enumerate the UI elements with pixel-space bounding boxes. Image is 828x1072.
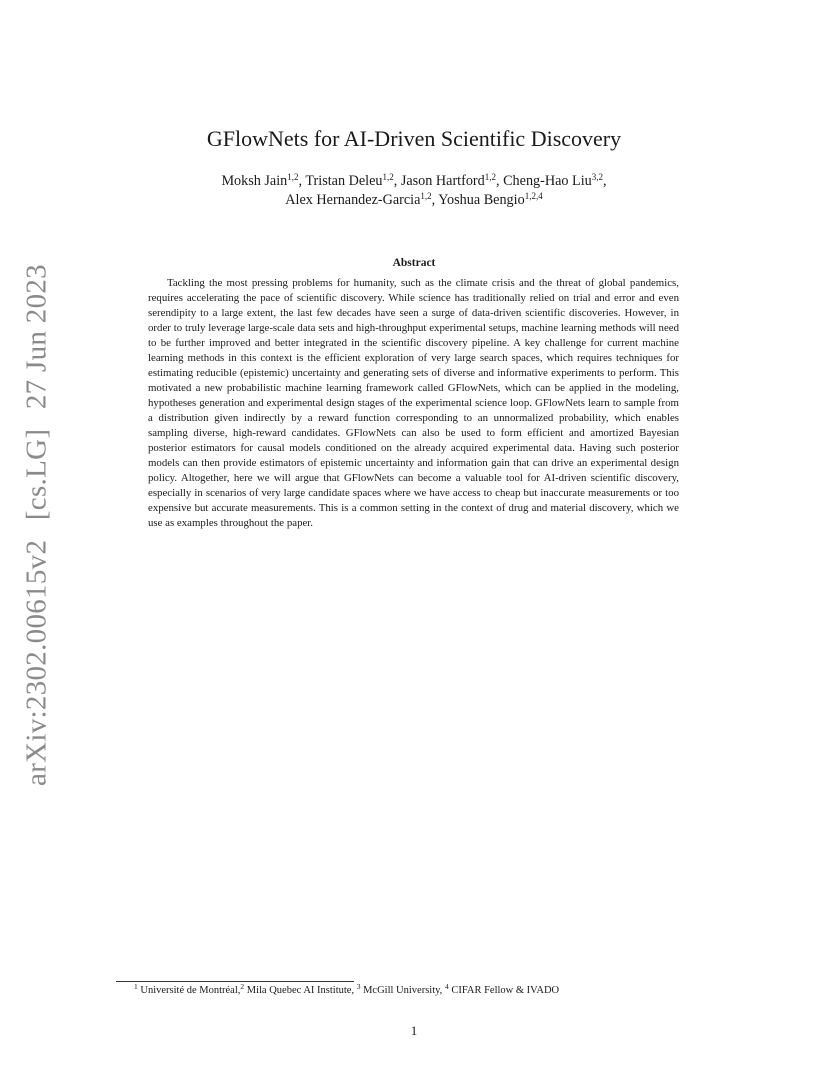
footnote-mark: 2 <box>240 982 245 991</box>
author <box>305 173 400 189</box>
author-line-1 <box>0 172 828 191</box>
author-affiliation: 1,2,4 <box>524 191 543 201</box>
footnote-mark: 4 <box>444 982 449 991</box>
author-name: Moksh Jain <box>221 173 288 189</box>
author <box>285 192 438 208</box>
author <box>401 173 503 189</box>
affiliations-footnote <box>134 984 559 998</box>
abstract-body: Tackling the most pressing problems for humanity, such as the climate crisis and the threat of global pandemics, requires accelerating the pace of scientific discovery. While science has traditionally relied on trial and error and even serendipity to a large extent, the last few decades have seen a surge of data-driven scientific discoveries. However, in order to truly leverage large-scale data sets and high-throughput experimental setups, machine learning methods will need to be further improved and better integrated in the scientific discovery pipeline. A key challenge for current machine learning methods in this context is the efficient exploration of very large search spaces, which requires techniques for estimating reducible (epistemic) uncertainty and generating sets of diverse and informative experiments to perform. This motivated a new probabilistic machine learning framework called GFlowNets, which can be applied in the modeling, hypotheses generation and experimental design stages of the experimental science loop. GFlowNets learn to sample from a distribution given indirectly by a reward function corresponding to an unnormalized probability, which enables sampling diverse, high-reward candidates. GFlowNets can also be used to form efficient and amortized Bayesian posterior estimators for causal models conditioned on the already acquired experimental data. Having such posterior models can then provide estimators of epistemic uncertainty and information gain that can drive an experimental design policy. Altogether, here we will argue that GFlowNets can become a valuable tool for AI-driven scientific discovery, especially in scenarios of very large candidate spaces where we have access to cheap but inaccurate measurements or too expensive but accurate measurements. This is a common setting in the context of drug and material discovery, which we use as examples throughout the paper. <box>148 277 679 529</box>
footnote-mark: 1 <box>134 982 138 991</box>
arxiv-side-stamp <box>21 264 54 786</box>
author-separator: , <box>603 173 607 189</box>
footnote-text: CIFAR Fellow & IVADO <box>448 985 560 996</box>
author <box>503 173 606 189</box>
author-affiliation: 3,2 <box>591 172 603 182</box>
author-separator: , <box>298 173 306 189</box>
footnote-text: Université de Montréal, <box>137 985 241 996</box>
footnote-text: McGill University, <box>360 985 445 996</box>
author-name: Cheng-Hao Liu <box>503 173 592 189</box>
author-name: Alex Hernandez-Garcia <box>285 192 421 208</box>
author <box>221 173 305 189</box>
author-separator: , <box>393 173 401 189</box>
author-affiliation: 1,2 <box>484 172 496 182</box>
author-name: Jason Hartford <box>400 173 485 189</box>
author-name: Tristan Deleu <box>305 173 383 189</box>
author-separator: , <box>431 192 439 208</box>
author-separator: , <box>496 173 504 189</box>
arxiv-category: [cs.LG] <box>20 428 53 521</box>
author-line-2 <box>0 191 828 210</box>
author-affiliation: 1,2 <box>420 191 432 201</box>
author-list <box>0 172 828 210</box>
arxiv-date: 27 Jun 2023 <box>20 264 53 410</box>
footnote-text: Mila Quebec AI Institute, <box>244 985 357 996</box>
author <box>438 192 542 208</box>
arxiv-id: arXiv:2302.00615v2 <box>20 539 53 786</box>
footnote-mark: 3 <box>356 982 361 991</box>
footnote-divider <box>116 981 354 982</box>
paper-title: GFlowNets for AI-Driven Scientific Discovery <box>206 126 622 151</box>
page-number: 1 <box>410 1023 418 1038</box>
abstract-heading: Abstract <box>392 257 436 269</box>
author-affiliation: 1,2 <box>382 172 394 182</box>
author-name: Yoshua Bengio <box>438 192 525 208</box>
author-affiliation: 1,2 <box>287 172 299 182</box>
